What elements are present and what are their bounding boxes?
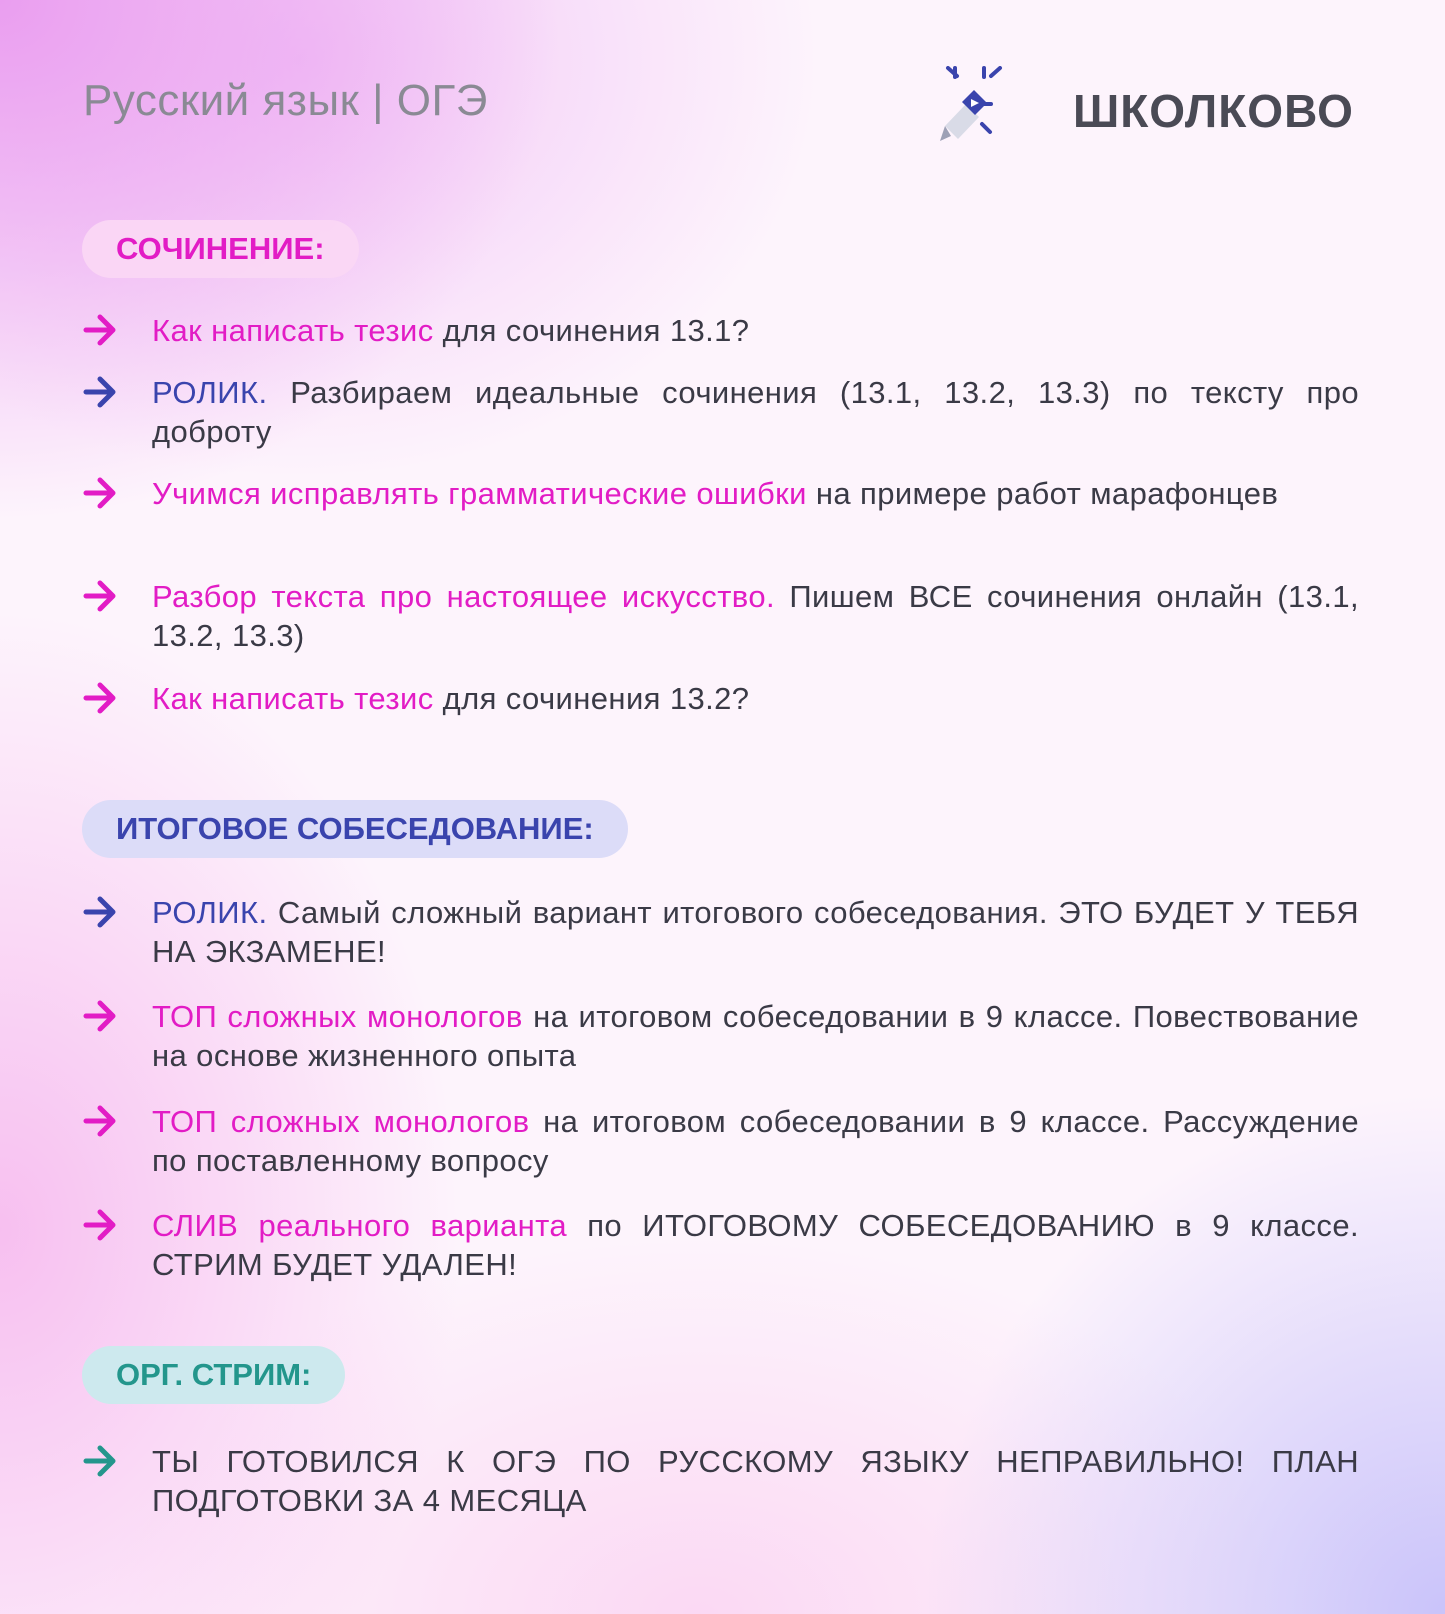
item-text: Самый сложный вариант итогового собеседования. ЭТО БУДЕТ У ТЕБЯ НА ЭКЗАМЕНЕ! xyxy=(152,895,1359,969)
list-item[interactable] xyxy=(82,373,1359,451)
item-highlight: ТОП сложных монологов xyxy=(152,999,523,1034)
list-item[interactable] xyxy=(82,679,1359,718)
item-highlight: РОЛИК. xyxy=(152,895,268,930)
item-highlight: Как написать тезис xyxy=(152,313,434,348)
list-item[interactable] xyxy=(82,893,1359,971)
item-text: Пишем ВСЕ сочинения онлайн (13.1, 13.2, 13.3) xyxy=(152,579,1359,653)
header-title: Русский язык | ОГЭ xyxy=(83,76,488,125)
section-title-org-stream: ОРГ. СТРИМ: xyxy=(82,1346,345,1404)
item-text: на итоговом собеседовании в 9 классе. Рассуждение по поставленному вопросу xyxy=(152,1104,1360,1178)
arrow-right-icon xyxy=(82,1444,118,1478)
item-text: для сочинения 13.1? xyxy=(433,313,750,348)
section-title-essay: СОЧИНЕНИЕ: xyxy=(82,220,359,278)
arrow-right-icon xyxy=(82,313,118,347)
list-item[interactable] xyxy=(82,577,1359,655)
arrow-right-icon xyxy=(82,1208,118,1242)
list-item[interactable] xyxy=(82,1102,1359,1180)
arrow-right-icon xyxy=(82,999,118,1033)
logo xyxy=(938,66,1358,150)
arrow-right-icon xyxy=(82,681,118,715)
item-highlight: Разбор текста про настоящее искусство. xyxy=(152,579,775,614)
list-item[interactable] xyxy=(82,474,1359,513)
list-item[interactable] xyxy=(82,1206,1359,1284)
arrow-right-icon xyxy=(82,895,118,929)
list-item[interactable] xyxy=(82,997,1359,1075)
arrow-right-icon xyxy=(82,375,118,409)
item-text: на итоговом собеседовании в 9 классе. Повествование на основе жизненного опыта xyxy=(152,999,1360,1073)
item-text: по ИТОГОВОМУ СОБЕСЕДОВАНИЮ в 9 классе. СТРИМ БУДЕТ УДАЛЕН! xyxy=(152,1208,1359,1282)
item-text: ТЫ ГОТОВИЛСЯ К ОГЭ ПО РУССКОМУ ЯЗЫКУ НЕПРАВИЛЬНО! ПЛАН ПОДГОТОВКИ ЗА 4 МЕСЯЦА xyxy=(152,1444,1359,1518)
item-highlight: СЛИВ реального варианта xyxy=(152,1208,568,1243)
item-highlight: ТОП сложных монологов xyxy=(152,1104,530,1139)
logo-text: ШКОЛКОВО xyxy=(1073,85,1354,137)
arrow-right-icon xyxy=(82,1104,118,1138)
section-title-interview: ИТОГОВОЕ СОБЕСЕДОВАНИЕ: xyxy=(82,800,628,858)
item-highlight: Учимся исправлять грамматические ошибки xyxy=(152,476,807,511)
list-item[interactable] xyxy=(82,311,1359,350)
logo-pencil-icon xyxy=(938,66,1028,150)
item-text: Разбираем идеальные сочинения (13.1, 13.2, 13.3) по тексту про доброту xyxy=(152,375,1359,449)
item-text: на примере работ марафонцев xyxy=(806,476,1279,511)
arrow-right-icon xyxy=(82,579,118,613)
item-highlight: РОЛИК. xyxy=(152,375,268,410)
item-text: для сочинения 13.2? xyxy=(433,681,750,716)
item-highlight: Как написать тезис xyxy=(152,681,434,716)
arrow-right-icon xyxy=(82,476,118,510)
list-item[interactable] xyxy=(82,1442,1359,1520)
